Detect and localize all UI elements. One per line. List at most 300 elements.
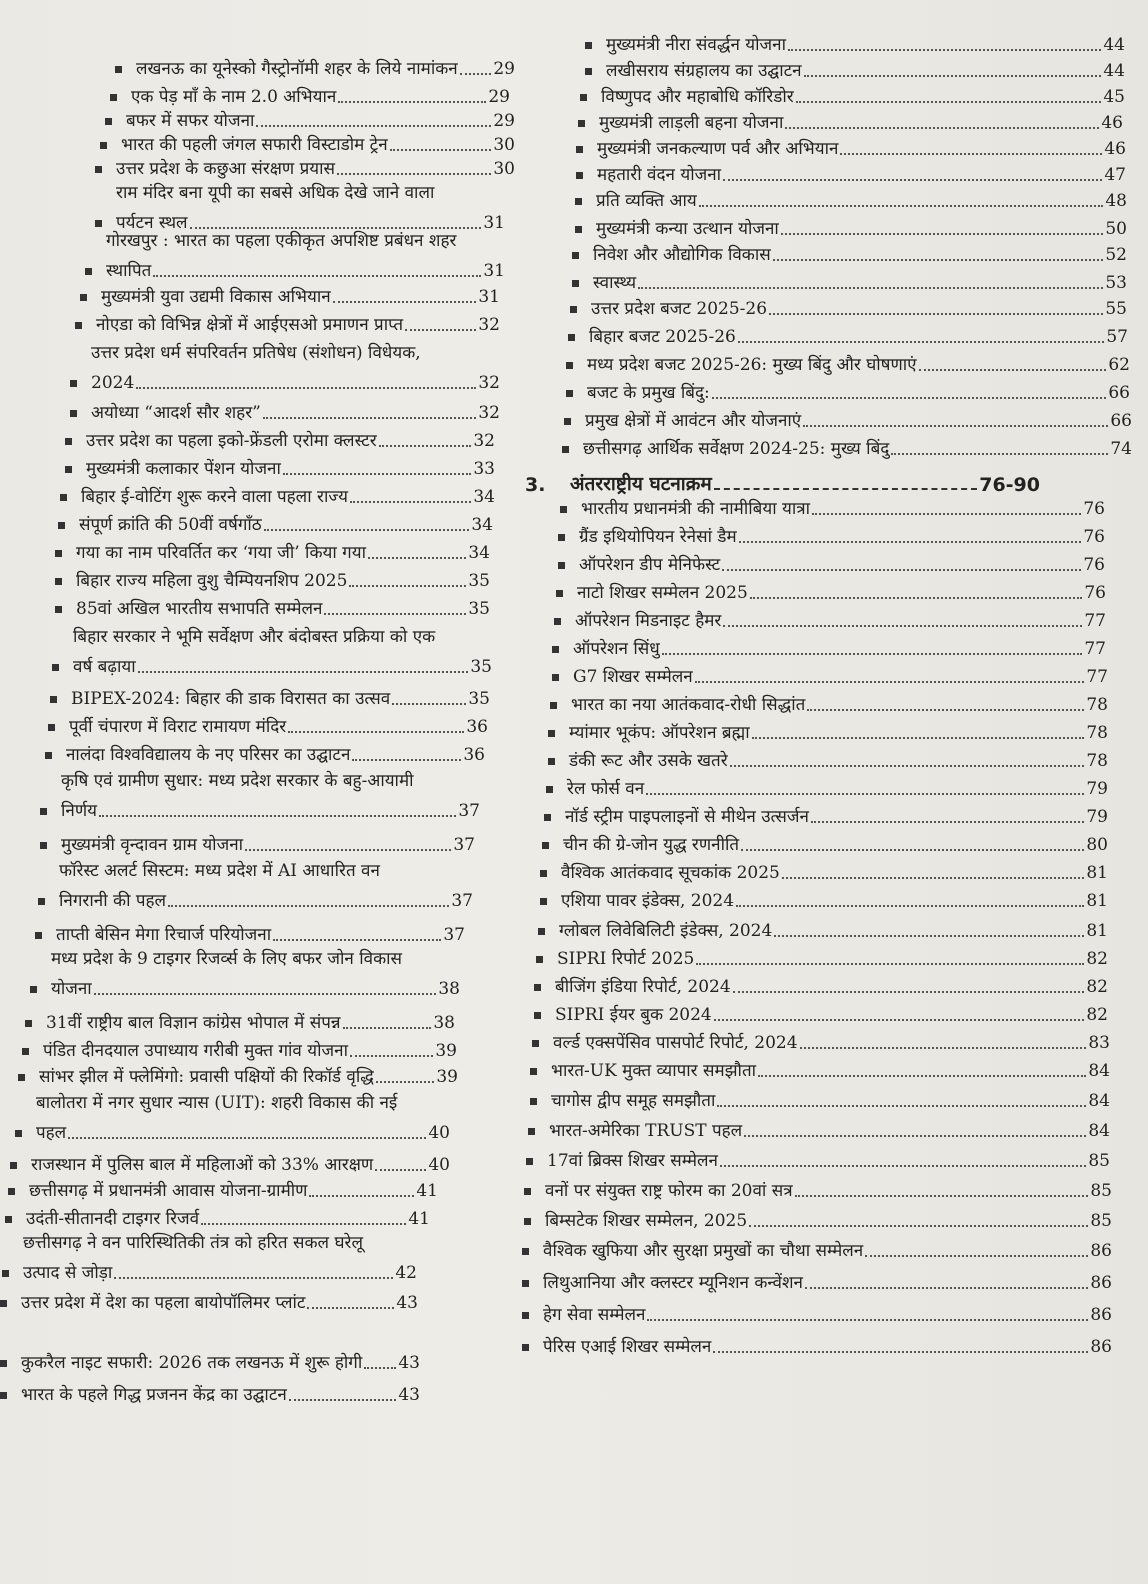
dot-leader	[781, 233, 1104, 235]
entry-title: प्रमुख क्षेत्रों में आवंटन और योजनाएं	[585, 411, 802, 431]
entry-title: बालोतरा में नगर सुधार न्यास (UIT): शहरी विकास की नई	[36, 1093, 398, 1113]
toc-entry	[572, 244, 1127, 266]
dot-leader	[717, 1105, 1086, 1107]
entry-title: मुख्यमंत्री कलाकार पेंशन योजना	[86, 459, 281, 479]
entry-title: SIPRI ईयर बुक 2024	[555, 1005, 712, 1025]
square-bullet-icon	[540, 898, 547, 905]
square-bullet-icon	[0, 1300, 7, 1307]
toc-entry	[554, 610, 1106, 632]
entry-title: पंडित दीनदयाल उपाध्याय गरीबी मुक्त गांव योजना	[43, 1041, 348, 1061]
square-bullet-icon	[528, 1128, 535, 1135]
toc-entry	[530, 1090, 1110, 1112]
square-bullet-icon	[540, 870, 547, 877]
toc-entry	[15, 1092, 450, 1144]
page-number: 52	[1105, 245, 1127, 265]
square-bullet-icon	[552, 674, 559, 681]
toc-entry	[85, 230, 505, 282]
toc-entry	[536, 948, 1108, 970]
entry-title: भारत का नया आतंकवाद-रोधी सिद्धांत	[571, 695, 806, 715]
page-number: 44	[1103, 61, 1125, 81]
toc-entry	[560, 498, 1105, 520]
page-number: 77	[1084, 639, 1106, 659]
dot-leader	[800, 1047, 1087, 1049]
dot-leader	[865, 1255, 1088, 1257]
entry-title: सांभर झील में फ्लेमिंगो: प्रवासी पक्षियों की रिकॉर्ड वृद्धि	[39, 1067, 374, 1087]
square-bullet-icon	[548, 730, 555, 737]
page-number: 86	[1090, 1305, 1112, 1325]
square-bullet-icon	[45, 752, 52, 759]
toc-entry	[526, 1150, 1110, 1172]
toc-entry	[10, 1154, 450, 1176]
page-number: 46	[1104, 139, 1126, 159]
toc-entry	[576, 164, 1126, 186]
square-bullet-icon	[572, 252, 579, 259]
square-bullet-icon	[585, 42, 592, 49]
square-bullet-icon	[95, 166, 102, 173]
square-bullet-icon	[25, 1020, 32, 1027]
entry-title: पेरिस एआई शिखर सम्मेलन	[543, 1337, 712, 1357]
page-number: 55	[1105, 299, 1127, 319]
page-number: 37	[453, 835, 475, 855]
entry-title: कुकरैल नाइट सफारी: 2026 तक लखनऊ में शुरू होगी	[21, 1353, 363, 1373]
square-bullet-icon	[564, 418, 571, 425]
square-bullet-icon	[40, 842, 47, 849]
dot-leader	[739, 541, 1082, 543]
dot-leader	[695, 681, 1085, 683]
entry-title: उत्तर प्रदेश का पहला इको-फ्रेंडली एरोमा क्लस्टर	[86, 431, 377, 451]
entry-title: डंकी रूट और उसके खतरे	[569, 751, 728, 771]
dot-leader	[712, 397, 1107, 399]
square-bullet-icon	[0, 1360, 7, 1367]
entry-title: राजस्थान में पुलिस बाल में महिलाओं को 33% आरक्षण	[31, 1155, 374, 1175]
entry-title: चीन की ग्रे-जोन युद्ध रणनीति	[563, 835, 740, 855]
page-number: 66	[1108, 383, 1130, 403]
dot-leader	[891, 453, 1108, 455]
square-bullet-icon	[5, 1216, 12, 1223]
dot-leader	[647, 1319, 1088, 1321]
square-bullet-icon	[0, 1392, 7, 1399]
page-number: 76	[1083, 555, 1105, 575]
square-bullet-icon	[522, 1312, 529, 1319]
square-bullet-icon	[65, 466, 72, 473]
dot-leader	[343, 1027, 432, 1029]
toc-entry	[570, 298, 1127, 320]
entry-title: चागोस द्वीप समूह समझौता	[551, 1091, 716, 1111]
square-bullet-icon	[65, 438, 72, 445]
dot-leader	[379, 445, 472, 447]
toc-entry	[522, 1304, 1112, 1326]
toc-entry	[585, 34, 1125, 56]
dot-leader	[733, 991, 1085, 993]
toc-entry	[40, 834, 475, 856]
toc-entry	[585, 60, 1125, 82]
page-number: 33	[473, 459, 495, 479]
page-number: 81	[1086, 891, 1108, 911]
page-number: 42	[395, 1263, 417, 1283]
square-bullet-icon	[55, 550, 62, 557]
entry-title: एक पेड़ माँ के नाम 2.0 अभियान	[131, 87, 337, 107]
entry-title: बिम्सटेक शिखर सम्मेलन, 2025	[545, 1211, 748, 1231]
square-bullet-icon	[552, 646, 559, 653]
toc-entry	[524, 1180, 1112, 1202]
square-bullet-icon	[554, 618, 561, 625]
dot-leader	[283, 473, 471, 475]
entry-title: बीजिंग इंडिया रिपोर्ट, 2024	[555, 977, 731, 997]
toc-entry	[35, 924, 465, 946]
dot-leader	[114, 1277, 393, 1279]
dot-leader	[774, 935, 1084, 937]
square-bullet-icon	[548, 758, 555, 765]
toc-entry	[2, 1232, 417, 1284]
entry-title: विष्णुपद और महाबोधि कॉरिडोर	[601, 87, 794, 107]
square-bullet-icon	[522, 1280, 529, 1287]
page-number: 85	[1090, 1181, 1112, 1201]
page-number: 82	[1086, 977, 1108, 997]
entry-title: म्यांमार भूकंप: ऑपरेशन ब्रह्मा	[569, 723, 750, 743]
toc-entry	[22, 1040, 457, 1062]
page-number: 62	[1108, 355, 1130, 375]
section-title: अंतरराष्ट्रीय घटनाक्रम	[570, 473, 712, 495]
toc-entry	[548, 750, 1108, 772]
square-bullet-icon	[575, 198, 582, 205]
entry-title: मुख्यमंत्री कन्या उत्थान योजना	[596, 219, 779, 239]
entry-title-continuation: 2024	[91, 373, 135, 393]
page-number: 41	[408, 1209, 430, 1229]
page-number: 43	[398, 1353, 420, 1373]
dot-leader	[190, 227, 482, 229]
dot-leader	[352, 759, 461, 761]
page-number: 40	[428, 1155, 450, 1175]
entry-title: बिहार सरकार ने भूमि सर्वेक्षण और बंदोबस्त प्रक्रिया को एक	[73, 627, 436, 647]
square-bullet-icon	[570, 306, 577, 313]
dot-leader	[273, 939, 441, 941]
toc-entry	[8, 1180, 438, 1202]
square-bullet-icon	[18, 1074, 25, 1081]
entry-title: मुख्यमंत्री नीरा संवर्द्धन योजना	[606, 35, 787, 55]
square-bullet-icon	[568, 334, 575, 341]
toc-entry	[548, 722, 1108, 744]
toc-entry	[58, 514, 493, 536]
toc-entry	[52, 626, 492, 678]
dot-leader	[263, 417, 477, 419]
square-bullet-icon	[550, 702, 557, 709]
square-bullet-icon	[558, 534, 565, 541]
dot-leader	[94, 993, 437, 995]
dot-leader	[782, 877, 1084, 879]
dot-leader	[752, 737, 1085, 739]
entry-title: ताप्ती बेसिन मेगा रिचार्ज परियोजना	[56, 925, 272, 945]
section-leader	[714, 488, 978, 490]
entry-title: बिहार बजट 2025-26	[589, 327, 736, 347]
dot-leader	[350, 501, 471, 503]
square-bullet-icon	[566, 362, 573, 369]
page-number: 34	[473, 487, 495, 507]
square-bullet-icon	[15, 1130, 22, 1137]
page-number: 50	[1105, 219, 1127, 239]
page-number: 57	[1106, 327, 1128, 347]
square-bullet-icon	[2, 1270, 9, 1277]
square-bullet-icon	[538, 928, 545, 935]
toc-entry	[530, 1060, 1110, 1082]
page-number: 77	[1086, 667, 1108, 687]
entry-title: गया का नाम परिवर्तित कर ‘गया जी’ किया गया	[76, 543, 366, 563]
entry-title: भारत-अमेरिका TRUST पहल	[549, 1121, 743, 1141]
dot-leader	[723, 625, 1082, 627]
page-number: 35	[470, 657, 492, 677]
square-bullet-icon	[58, 522, 65, 529]
page-number: 86	[1090, 1273, 1112, 1293]
square-bullet-icon	[534, 984, 541, 991]
toc-entry	[552, 638, 1106, 660]
toc-entry	[65, 458, 495, 480]
entry-title: नोएडा को विभिन्न क्षेत्रों में आईएसओ प्रमाणन प्राप्त	[96, 315, 404, 335]
page-number: 84	[1088, 1121, 1110, 1141]
dot-leader	[811, 821, 1084, 823]
toc-entry	[575, 218, 1127, 240]
dot-leader	[758, 1075, 1086, 1077]
page-number: 36	[466, 717, 488, 737]
page-number: 84	[1088, 1061, 1110, 1081]
dot-leader	[812, 513, 1081, 515]
entry-title: वर्ल्ड एक्सपेंसिव पासपोर्ट रिपोर्ट, 2024	[553, 1033, 798, 1053]
toc-entry	[534, 976, 1108, 998]
entry-title: लखीसराय संग्रहालय का उद्घाटन	[606, 61, 802, 81]
entry-title: छत्तीसगढ़ आर्थिक सर्वेक्षण 2024-25: मुख्य बिंदु	[583, 439, 890, 459]
entry-title: निवेश और औद्योगिक विकास	[593, 245, 771, 265]
dot-leader	[840, 153, 1102, 155]
toc-entry	[75, 314, 500, 336]
entry-title: छत्तीसगढ़ ने वन पारिस्थितिकी तंत्र को हरित सकल घरेलू	[23, 1233, 363, 1253]
dot-leader	[646, 793, 1084, 795]
dot-leader	[699, 205, 1104, 207]
page-number: 76	[1084, 583, 1106, 603]
dot-leader	[773, 259, 1104, 261]
entry-title: नालंदा विश्वविद्यालय के नए परिसर का उद्घाटन	[66, 745, 351, 765]
dot-leader	[714, 1019, 1085, 1021]
entry-title-continuation: योजना	[51, 979, 92, 999]
entry-title: बिहार ई-वोटिंग शुरू करने वाला पहला राज्य	[81, 487, 348, 507]
page-number: 30	[493, 135, 515, 155]
square-bullet-icon	[105, 118, 112, 125]
page-number: 47	[1104, 165, 1126, 185]
page-number: 48	[1105, 191, 1127, 211]
entry-title: लखनऊ का यूनेस्को गैस्ट्रोनॉमी शहर के लिये नामांकन	[136, 59, 458, 79]
dot-leader	[337, 173, 491, 175]
dot-leader	[324, 613, 466, 615]
page-number: 81	[1086, 921, 1108, 941]
dot-leader	[256, 125, 491, 127]
square-bullet-icon	[572, 280, 579, 287]
entry-title: नाटो शिखर सम्मेलन 2025	[577, 583, 748, 603]
toc-entry	[575, 190, 1127, 212]
dot-leader	[796, 101, 1102, 103]
dot-leader	[307, 1307, 394, 1309]
dot-leader	[736, 905, 1084, 907]
dot-leader	[919, 369, 1107, 371]
page-number: 82	[1086, 1005, 1108, 1025]
square-bullet-icon	[48, 724, 55, 731]
entry-title: 31वीं राष्ट्रीय बाल विज्ञान कांग्रेस भोपाल में संपन्न	[46, 1013, 341, 1033]
dot-leader	[99, 815, 456, 817]
page-number: 82	[1086, 949, 1108, 969]
square-bullet-icon	[85, 268, 92, 275]
page-number: 79	[1086, 779, 1108, 799]
square-bullet-icon	[100, 142, 107, 149]
page-number: 37	[451, 891, 473, 911]
square-bullet-icon	[524, 1188, 531, 1195]
toc-entry	[572, 272, 1127, 294]
dot-leader	[264, 529, 470, 531]
toc-entry	[55, 598, 490, 620]
entry-title-continuation: पर्यटन स्थल	[116, 213, 188, 233]
entry-title: SIPRI रिपोर्ट 2025	[557, 949, 695, 969]
toc-entry	[80, 286, 500, 308]
page-number: 77	[1084, 611, 1106, 631]
page-number: 29	[493, 111, 515, 131]
page-number: 85	[1090, 1211, 1112, 1231]
entry-title: हेग सेवा सम्मेलन	[543, 1305, 646, 1325]
entry-title: पूर्वी चंपारण में विराट रामायण मंदिर	[69, 717, 287, 737]
page-number: 83	[1088, 1033, 1110, 1053]
square-bullet-icon	[522, 1248, 529, 1255]
page-number: 32	[478, 315, 500, 335]
square-bullet-icon	[95, 220, 102, 227]
square-bullet-icon	[60, 494, 67, 501]
page-number: 39	[436, 1067, 458, 1087]
toc-entry	[522, 1336, 1112, 1358]
entry-title: महतारी वंदन योजना	[597, 165, 722, 185]
entry-title: वैश्विक खुफिया और सुरक्षा प्रमुखों का चौथा सम्मेलन	[543, 1241, 864, 1261]
dot-leader	[136, 387, 476, 389]
toc-entry	[18, 1066, 458, 1088]
page-number: 39	[435, 1041, 457, 1061]
dot-leader	[696, 963, 1084, 965]
page-number: 31	[483, 213, 505, 233]
entry-title-continuation: पहल	[36, 1123, 67, 1143]
entry-title-continuation: उत्पाद से जोड़ा	[23, 1263, 113, 1283]
dot-leader	[769, 313, 1103, 315]
toc-entry	[95, 158, 515, 180]
toc-entry	[25, 1012, 455, 1034]
page-number: 85	[1088, 1151, 1110, 1171]
toc-entry	[0, 1352, 420, 1374]
toc-entry	[60, 486, 495, 508]
page-number: 53	[1105, 273, 1127, 293]
square-bullet-icon	[38, 898, 45, 905]
dot-leader	[201, 1223, 406, 1225]
entry-title: मध्य प्रदेश बजट 2025-26: मुख्य बिंदु और घोषणाएं	[587, 355, 917, 375]
page-number: 37	[443, 925, 465, 945]
toc-entry	[70, 342, 500, 394]
entry-title: G7 शिखर सम्मेलन	[573, 667, 693, 687]
entry-title: नॉर्ड स्ट्रीम पाइपलाइनों से मीथेन उत्सर्जन	[565, 807, 809, 827]
square-bullet-icon	[40, 808, 47, 815]
entry-title: प्रति व्यक्ति आय	[596, 191, 697, 211]
page-number: 76	[1083, 527, 1105, 547]
entry-title: छत्तीसगढ़ में प्रधानमंत्री आवास योजना-ग्रामीण	[29, 1181, 308, 1201]
entry-title: भारत-UK मुक्त व्यापार समझौता	[551, 1061, 757, 1081]
toc-entry	[562, 438, 1132, 460]
page-number: 35	[468, 599, 490, 619]
square-bullet-icon	[576, 146, 583, 153]
toc-entry	[55, 570, 490, 592]
square-bullet-icon	[22, 1048, 29, 1055]
entry-title: उत्तर प्रदेश के कछुआ संरक्षण प्रयास	[116, 159, 336, 179]
page-number: 78	[1086, 723, 1108, 743]
entry-title: वैश्विक आतंकवाद सूचकांक 2025	[561, 863, 780, 883]
dot-leader	[738, 341, 1105, 343]
square-bullet-icon	[522, 1344, 529, 1351]
page-number: 35	[468, 689, 490, 709]
dot-leader	[368, 557, 466, 559]
toc-entry	[5, 1208, 430, 1230]
toc-entry	[566, 382, 1130, 404]
square-bullet-icon	[532, 1040, 539, 1047]
dot-leader	[390, 149, 492, 151]
dot-leader	[245, 849, 451, 851]
square-bullet-icon	[80, 294, 87, 301]
square-bullet-icon	[70, 380, 77, 387]
toc-entry	[522, 1240, 1112, 1262]
toc-entry	[542, 834, 1108, 856]
toc-entry	[546, 778, 1108, 800]
dot-leader	[749, 1225, 1088, 1227]
entry-title: अयोध्या “आदर्श सौर शहर”	[91, 403, 261, 423]
square-bullet-icon	[75, 322, 82, 329]
entry-title: मुख्यमंत्री जनकल्याण पर्व और अभियान	[597, 139, 839, 159]
square-bullet-icon	[558, 562, 565, 569]
toc-entry	[538, 920, 1108, 942]
square-bullet-icon	[534, 1012, 541, 1019]
toc-entry	[45, 744, 485, 766]
entry-title: बफर में सफर योजना	[126, 111, 255, 131]
square-bullet-icon	[30, 986, 37, 993]
entry-title: ऑपरेशन सिंधु	[573, 639, 660, 659]
toc-entry	[580, 86, 1125, 108]
dot-leader	[460, 73, 492, 75]
toc-entry	[30, 948, 460, 1000]
page-number: 29	[488, 87, 510, 107]
page-number: 78	[1086, 695, 1108, 715]
square-bullet-icon	[52, 664, 59, 671]
page-number: 37	[458, 801, 480, 821]
square-bullet-icon	[526, 1158, 533, 1165]
square-bullet-icon	[35, 932, 42, 939]
entry-title: एशिया पावर इंडेक्स, 2024	[561, 891, 735, 911]
square-bullet-icon	[585, 68, 592, 75]
page-number: 44	[1103, 35, 1125, 55]
toc-entry	[522, 1272, 1112, 1294]
page-number: 86	[1090, 1241, 1112, 1261]
toc-entry	[65, 430, 495, 452]
entry-title: बिहार राज्य महिला वुशु चैम्पियनशिप 2025	[76, 571, 348, 591]
entry-title: उत्तर प्रदेश धर्म संपरिवर्तन प्रतिषेध (संशोधन) विधेयक,	[91, 343, 421, 363]
page-number: 84	[1088, 1091, 1110, 1111]
dot-leader	[338, 101, 486, 103]
toc-entry	[105, 110, 515, 132]
page-number: 40	[428, 1123, 450, 1143]
entry-title: कृषि एवं ग्रामीण सुधार: मध्य प्रदेश सरकार के बहु-आयामी	[61, 771, 414, 791]
page-number: 38	[438, 979, 460, 999]
dot-leader	[309, 1195, 414, 1197]
page-number: 30	[493, 159, 515, 179]
entry-title: भारतीय प्रधानमंत्री की नामीबिया यात्रा	[581, 499, 811, 519]
dot-leader	[713, 1351, 1088, 1353]
entry-title: राम मंदिर बना यूपी का सबसे अधिक देखे जाने वाला	[116, 183, 435, 203]
page-number: 78	[1086, 751, 1108, 771]
square-bullet-icon	[560, 506, 567, 513]
entry-title: ग्लोबल लिवेबिलिटी इंडेक्स, 2024	[559, 921, 773, 941]
